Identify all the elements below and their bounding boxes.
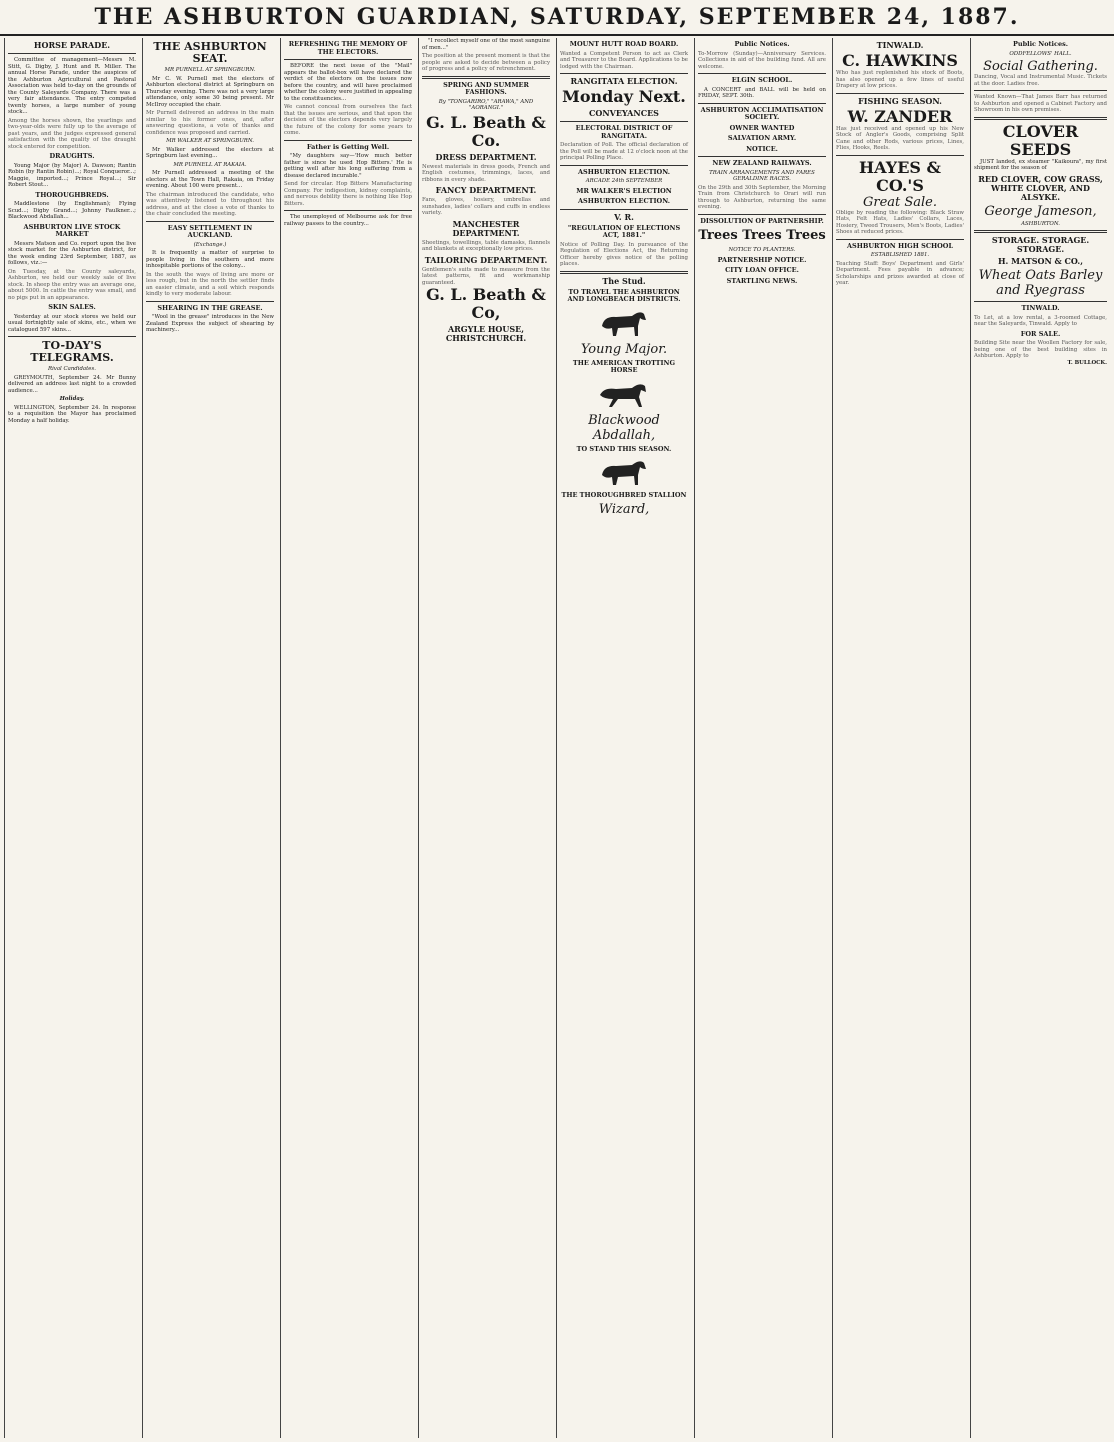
auckland-heading: EASY SETTLEMENT IN AUCKLAND. xyxy=(167,223,253,239)
stud-heading: The Stud. xyxy=(602,275,646,286)
beath-address: ARGYLE HOUSE, CHRISTCHURCH. xyxy=(445,324,527,343)
horse-illustration xyxy=(594,306,654,340)
oddfellows-subheading: ODDFELLOWS' HALL. xyxy=(1009,50,1072,57)
railways-subheading: TRAIN ARRANGEMENTS AND FARES GERALDINE RACES. xyxy=(709,169,815,182)
monday-next: Monday Next. xyxy=(562,87,686,106)
owner-wanted-heading: OWNER WANTED xyxy=(729,123,795,132)
column-2: THE ASHBURTON SEAT. MR PURNELL AT SPRINGBURN. Mr C. W. Purnell met the electors of Ashburton electoral district at Springburn on Thursday evening. There was not a very large attendance, only some 30 being present. Mr McIlroy occupied the chair. Mr Purnell delivered an address in the main similar to his former ones, and, after answering questions, a vote of thanks and confidence was proposed and carried. MR WALKER AT SPRINGBURN. Mr Walker addressed the electors at Springburn last evening... MR PURNELL AT RAKAIA. Mr Purnell addressed a meeting of the electors at the Town Hall, Rakaia, on Friday evening. About 100 were present... The chairman introduced the candidate, who was attentively listened to throughout his address, and at the close a vote of thanks to the chair concluded the meeting. EASY SETTLEMENT IN AUCKLAND. (Exchange.) It is frequently a matter of surprise to people living in the southern and more inhospitable portions of the colony... In the south the ways of living are more or less rough, but in the north the settler finds an easier climate, and a soil which responds kindly to very moderate labour. SHEARING IN THE GREASE. "Wool in the grease" introduces in the New Zealand Express the subject of shearing by machinery... xyxy=(142,38,277,1438)
stallion-illustration xyxy=(594,455,654,489)
electoral-district-heading: ELECTORAL DISTRICT OF RANGITATA. xyxy=(575,124,673,140)
column-5: MOUNT HUTT ROAD BOARD. Wanted a Competent Person to act as Clerk and Treasurer to the Board. Applications to be lodged with the Chairman. RANGITATA ELECTION. Monday Next. CONVEYANCES ELECTORAL DISTRICT OF RANGITATA. Declaration of Poll. The official declaration of the Poll will be made at 12 o'clock noon at the principal Polling Place. ASHBURTON ELECTION. ARCADE 24th SEPTEMBER MR WALKER'S ELECTION ASHBURTON ELECTION. V. R. "REGULATION OF ELECTIONS ACT, 1881." Notice of Polling Day. In pursuance of the Regulation of Elections Act, the Returning Officer hereby gives notice of the polling places. The Stud. TO TRAVEL THE ASHBURTON AND LONGBEACH DISTRICTS. Young Major. THE AMERICAN TROTTING HORSE Blackwood Abdallah, TO STAND THIS SEASON. THE THOROUGHBRED STALLION Wizard, xyxy=(556,38,691,1438)
thoroughbred-stallion-heading: THE THOROUGHBRED STALLION xyxy=(561,491,687,499)
rangitata-election-heading: RANGITATA ELECTION. xyxy=(570,76,678,86)
clover-list: RED CLOVER, COW GRASS, WHITE CLOVER, AND ALSYKE. xyxy=(978,173,1103,202)
great-sale-heading: Great Sale. xyxy=(862,194,938,210)
recollect-text: "I recollect myself one of the most sanguine of men..." xyxy=(422,38,550,51)
tinwald-heading: TINWALD. xyxy=(876,40,924,50)
telegrams-subheading: Rival Candidates. xyxy=(48,366,96,372)
ashburton-seat-heading: THE ASHBURTON SEAT. xyxy=(153,40,267,65)
jameson-heading: George Jameson, xyxy=(984,203,1097,219)
for-sale-heading: FOR SALE. xyxy=(1020,329,1061,338)
trotting-horse-illustration xyxy=(594,377,654,411)
mount-hutt-heading: MOUNT HUTT ROAD BOARD. xyxy=(569,40,679,48)
elgin-school-heading: ELGIN SCHOOL. xyxy=(731,76,793,84)
conveyances-heading: CONVEYANCES xyxy=(589,108,659,118)
thoroughbreds-text: Maddlestone (by Englishman); Flying Scud...; Digby Grand...; Johnny Faulkner...; Blackwood Abdallah... xyxy=(8,201,136,220)
father-heading: Father is Getting Well. xyxy=(306,142,390,151)
skin-sales-text: Yesterday at our stock stores we held our usual fortnightly sale of skins, etc., when we catalogued 597 skins... xyxy=(8,313,136,333)
springburn-subheading: MR PURNELL AT SPRINGBURN. xyxy=(164,67,256,73)
planters-subheading: NOTICE TO PLANTERS. xyxy=(728,247,796,253)
horse-parade-heading: HORSE PARADE. xyxy=(33,40,111,50)
partnership-heading: PARTNERSHIP NOTICE. xyxy=(717,255,807,264)
column-7: TINWALD. C. HAWKINS Who has just replenished his stock of Boots, has also opened up a few lines of useful Drapery at low prices. FISHING SEASON. W. ZANDER Has just received and opened up his New Stock of Angler's Goods, comprising Split Cane and other Rods, various prices, Lines, Flies, Hooks, Reels. HAYES & CO.'S Great Sale. Oblige by reading the following: Black Straw Hats, Felt Hats, Ladies' Collars, Laces, Hosiery, Tweed Trousers, Men's Boots, Ladies' Shoes at reduced prices. ASHBURTON HIGH SCHOOL ESTABLISHED 1881. Teaching Staff: Boys' Department and Girls' Department. Fees payable in advance; Scholarships and prizes awarded at close of year. xyxy=(832,38,967,1438)
fashions-subheading: By "TONGARIRO," "ARAWA," AND "AORANGI." xyxy=(438,98,534,111)
column-8: Public Notices. ODDFELLOWS' HALL. Social Gathering. Dancing, Vocal and Instrumental Music. Tickets at the door. Ladies free. Wanted Known—That James Barr has returned to Ashburton and opened a Cabinet Factory and Showroom in his own premises. CLOVER SEEDS JUST landed, ex steamer "Kaikoura", my first shipment for the season of RED CLOVER, COW GRASS, WHITE CLOVER, AND ALSYKE. George Jameson, ASHBURTON. STORAGE. STORAGE. STORAGE. H. MATSON & CO., Wheat Oats Barley and Ryegrass TINWALD. To Let, at a low rental, a 3-roomed Cottage, near the Saleyards, Tinwald. Apply to FOR SALE. Building Site near the Woollen Factory for sale, being one of the best building sites in Ashburton. Apply to T. BULLOCK. xyxy=(970,38,1110,1438)
city-loan-heading: CITY LOAN OFFICE. xyxy=(725,266,799,274)
newspaper-title: THE ASHBURTON GUARDIAN, SATURDAY, SEPTEMBER 24, 1887. xyxy=(94,4,1020,30)
column-4: "I recollect myself one of the most sanguine of men..." The position at the present moment is that the people are asked to decide between a policy of progress and a policy of retrenchment. SPRING AND SUMMER FASHIONS. By "TONGARIRO," "ARAWA," AND "AORANGI." G. L. Beath & Co. DRESS DEPARTMENT. Newest materials in dress goods, French and English costumes, trimmings, laces, and ribbons in every shade. FANCY DEPARTMENT. Fans, gloves, hosiery, umbrellas and sunshades, ladies' collars and cuffs in endless variety. MANCHESTER DEPARTMENT. Sheetings, towellings, table damasks, flannels and blankets at exceptionally low prices. TAILORING DEPARTMENT. Gentlemen's suits made to measure from the latest patterns, fit and workmanship guaranteed. G. L. Beath & Co, ARGYLE HOUSE, CHRISTCHURCH. xyxy=(418,38,553,1438)
rakaia-subheading: MR PURNELL AT RAKAIA. xyxy=(173,161,247,168)
auckland-subheading: (Exchange.) xyxy=(193,241,227,248)
high-school-subheading: ESTABLISHED 1881. xyxy=(870,252,930,258)
springburn-text: Mr C. W. Purnell met the electors of Ashburton electoral district at Springburn on Thursday evening. There was not a very large attendance, only some 30 being present. Mr McIlroy occupied the chair. xyxy=(146,75,274,108)
startling-news-heading: STARTLING NEWS. xyxy=(726,276,798,285)
beath-brand-footer: G. L. Beath & Co, xyxy=(426,285,546,322)
livestock-heading: ASHBURTON LIVE STOCK MARKET xyxy=(23,222,121,238)
public-notices-heading-1: Public Notices. xyxy=(734,40,790,48)
hawkins-heading: C. HAWKINS xyxy=(842,51,958,70)
auckland-text: It is frequently a matter of surprise to people living in the southern and more inhospitable portions of the colony... xyxy=(146,250,274,269)
memory-text: BEFORE the next issue of the "Mail" appears the ballot-box will have declared the verdict of the electors on the issues now before the country, and will have proclaimed whether the colony were justified in appealing to the constituencies... xyxy=(284,63,412,102)
dissolution-heading: DISSOLUTION OF PARTNERSHIP. xyxy=(700,216,824,225)
ashburton-election-heading-2: ASHBURTON ELECTION. xyxy=(577,197,670,205)
arcade-subheading: ARCADE 24th SEPTEMBER xyxy=(585,178,663,184)
walker-springburn-text: Mr Walker addressed the electors at Springburn last evening... xyxy=(146,146,274,159)
column-6: Public Notices. To-Morrow (Sunday)—Anniversary Services. Collections in aid of the building fund. All are welcome. ELGIN SCHOOL. A CONCERT and BALL will be held on FRIDAY, SEPT. 30th. ASHBURTON ACCLIMATISATION SOCIETY. OWNER WANTED SALVATION ARMY. NOTICE. NEW ZEALAND RAILWAYS. TRAIN ARRANGEMENTS AND FARES GERALDINE RACES. On the 29th and 30th September, the Morning Train from Christchurch to Orari will run through to Ashburton, returning the same evening. DISSOLUTION OF PARTNERSHIP. Trees Trees Trees NOTICE TO PLANTERS. PARTNERSHIP NOTICE. CITY LOAN OFFICE. STARTLING NEWS. xyxy=(694,38,829,1438)
high-school-heading: ASHBURTON HIGH SCHOOL xyxy=(846,241,954,250)
clover-seeds-heading: CLOVER SEEDS xyxy=(1002,121,1079,159)
fancy-dept-heading: FANCY DEPARTMENT. xyxy=(435,185,537,195)
shearing-heading: SHEARING IN THE GREASE. xyxy=(157,303,263,312)
storage-heading: STORAGE. STORAGE. STORAGE. xyxy=(991,235,1090,254)
beath-brand: G. L. Beath & Co. xyxy=(426,112,546,150)
telegrams-text: GREYMOUTH, September 24. Mr Bunny delivered an address last night to a crowded audience... xyxy=(8,374,136,394)
notice-heading: NOTICE. xyxy=(746,144,778,153)
holiday-text: WELLINGTON, September 24. In response to a requisition the Mayor has proclaimed Monday a half holiday. xyxy=(8,404,136,424)
telegrams-heading: TO-DAY'S TELEGRAMS. xyxy=(30,339,114,364)
young-major-heading: Young Major. xyxy=(580,341,668,357)
livestock-text: Messrs Matson and Co. report upon the live stock market for the Ashburton district, for the week ending 23rd September, 1887, as follows, viz.:— xyxy=(8,240,136,266)
skin-sales-heading: SKIN SALES. xyxy=(48,303,96,311)
fishing-season-heading: FISHING SEASON. xyxy=(858,95,942,106)
memory-heading: REFRESHING THE MEMORY OF THE ELECTORS. xyxy=(288,40,408,56)
hayes-heading: HAYES & CO.'S xyxy=(859,157,941,195)
horse-parade-text: Committee of management—Messrs M. Stitt, G. Digby, J. Hunt and R. Miller. The annual Horse Parade, under the auspices of the Ashburton Agricultural and Pastoral Association was held to-day on the grounds of the County Saleyards Company. There was a very fair attendance. The entry competed twenty horses, a large number of young stock... xyxy=(8,57,136,115)
tailoring-dept-heading: TAILORING DEPARTMENT. xyxy=(424,254,548,265)
rakaia-text: Mr Purnell addressed a meeting of the electors at the Town Hall, Rakaia, on Friday evening. About 100 were present... xyxy=(146,170,274,189)
column-3: REFRESHING THE MEMORY OF THE ELECTORS. BEFORE the next issue of the "Mail" appears the ballot-box will have declared the verdict of the electors on the issues now before the country, and will have proclaimed whether the colony were justified in appealing to the constituencies... We cannot conceal from ourselves the fact that the issues are serious, and that upon the decision of the electors depends very largely the future of the colony for some years to come. Father is Getting Well. "My daughters say—'How much better father is since he used Hop Bitters.' He is getting well after his long suffering from a disease declared incurable." Send for circular. Hop Bitters Manufacturing Company. For indigestion, kidney complaints, and nervous debility there is nothing like Hop Bitters. The unemployed of Melbourne ask for free railway passes to the country... xyxy=(280,38,415,1438)
blackwood-heading: Blackwood Abdallah, xyxy=(588,412,660,443)
salvation-army-heading: SALVATION ARMY. xyxy=(727,134,797,142)
wizard-heading: Wizard, xyxy=(598,501,650,517)
unemployed-text: The unemployed of Melbourne ask for free railway passes to the country... xyxy=(284,214,412,227)
clover-intro: JUST landed, ex steamer "Kaikoura", my first shipment for the season of xyxy=(974,158,1107,171)
column-1: HORSE PARADE. Committee of management—Messrs M. Stitt, G. Digby, J. Hunt and R. Miller. The annual Horse Parade, under the auspices of the Ashburton Agricultural and Pastoral Association was held to-day on the grounds of the County Saleyards Company. There was a very fair attendance. The entry competed twenty horses, a large number of young stock... Among the horses shown, the yearlings and two-year-olds were fully up to the average of past years, and the judges expressed general satisfaction with the quality of the draught stock entered for competition. DRAUGHTS. Young Major (by Major) A. Dawson; Rantin Robin (by Rantin Robin)...; Royal Conqueror...; Maggie, imported...; Prince Royal...; Sir Robert Stout... THOROUGHBREDS. Maddlestone (by Englishman); Flying Scud...; Digby Grand...; Johnny Faulkner...; Blackwood Abdallah... ASHBURTON LIVE STOCK MARKET Messrs Matson and Co. report upon the live stock market for the Ashburton district, for the week ending 23rd September, 1887, as follows, viz.:— On Tuesday, at the County saleyards, Ashburton, we held our weekly sale of live stock. In sheep the entry was an average one, about 5000. In cattle the entry was small, and no pigs put in an appearance. SKIN SALES. Yesterday at our stock stores we held our usual fortnightly sale of skins, etc., when we catalogued 597 skins... TO-DAY'S TELEGRAMS. Rival Candidates. GREYMOUTH, September 24. Mr Bunny delivered an address last night to a crowded audience... Holiday. WELLINGTON, September 24. In response to a requisition the Mayor has proclaimed Monday a half holiday. xyxy=(4,38,139,1438)
tinwald-heading-2: TINWALD. xyxy=(1021,304,1060,312)
jameson-location: ASHBURTON. xyxy=(1021,220,1060,227)
father-text: "My daughters say—'How much better father is since he used Hop Bitters.' He is getting well after his long suffering from a disease declared incurable." xyxy=(284,153,412,179)
dress-dept-heading: DRESS DEPARTMENT. xyxy=(435,151,537,162)
social-gathering-heading: Social Gathering. xyxy=(983,59,1098,74)
bullock-signature: T. BULLOCK. xyxy=(1067,359,1107,366)
walker-springburn-subheading: MR WALKER AT SPRINGBURN. xyxy=(166,138,254,144)
stand-season-heading: TO STAND THIS SEASON. xyxy=(576,444,672,453)
ashburton-election-heading-1: ASHBURTON ELECTION. xyxy=(577,167,670,176)
draughts-text: Young Major (by Major) A. Dawson; Rantin Robin (by Rantin Robin)...; Royal Conqueror...; Maggie, imported...; Prince Royal...; Sir Robert Stout... xyxy=(8,162,136,188)
shearing-text: "Wool in the grease" introduces in the New Zealand Express the subject of shearing by machinery... xyxy=(146,314,274,333)
fashions-heading: SPRING AND SUMMER FASHIONS. xyxy=(443,80,529,96)
walker-election-heading: MR WALKER'S ELECTION xyxy=(576,186,672,195)
matson-heading: H. MATSON & CO., xyxy=(998,256,1083,266)
wheat-oats-heading: Wheat Oats Barley and Ryegrass xyxy=(978,268,1103,298)
trotting-horse-heading: THE AMERICAN TROTTING HORSE xyxy=(572,358,676,374)
regulation-heading: "REGULATION OF ELECTIONS ACT, 1881." xyxy=(567,223,681,239)
thoroughbreds-heading: THOROUGHBREDS. xyxy=(35,190,109,199)
travel-heading: TO TRAVEL THE ASHBURTON AND LONGBEACH DISTRICTS. xyxy=(567,287,681,303)
vr-heading: V. R. xyxy=(614,211,634,222)
acclimatisation-heading: ASHBURTON ACCLIMATISATION SOCIETY. xyxy=(700,105,824,121)
zander-heading: W. ZANDER xyxy=(847,106,953,126)
railways-heading: NEW ZEALAND RAILWAYS. xyxy=(712,159,812,167)
elgin-concert-text: A CONCERT and BALL will be held on FRIDAY, SEPT. 30th. xyxy=(698,86,826,99)
manchester-dept-heading: MANCHESTER DEPARTMENT. xyxy=(452,218,520,238)
public-notices-heading-2: Public Notices. xyxy=(1012,40,1069,48)
masthead xyxy=(0,0,1114,36)
trees-heading: Trees Trees Trees xyxy=(698,228,826,243)
holiday-heading: Holiday. xyxy=(59,396,85,402)
draughts-heading: DRAUGHTS. xyxy=(49,152,95,160)
